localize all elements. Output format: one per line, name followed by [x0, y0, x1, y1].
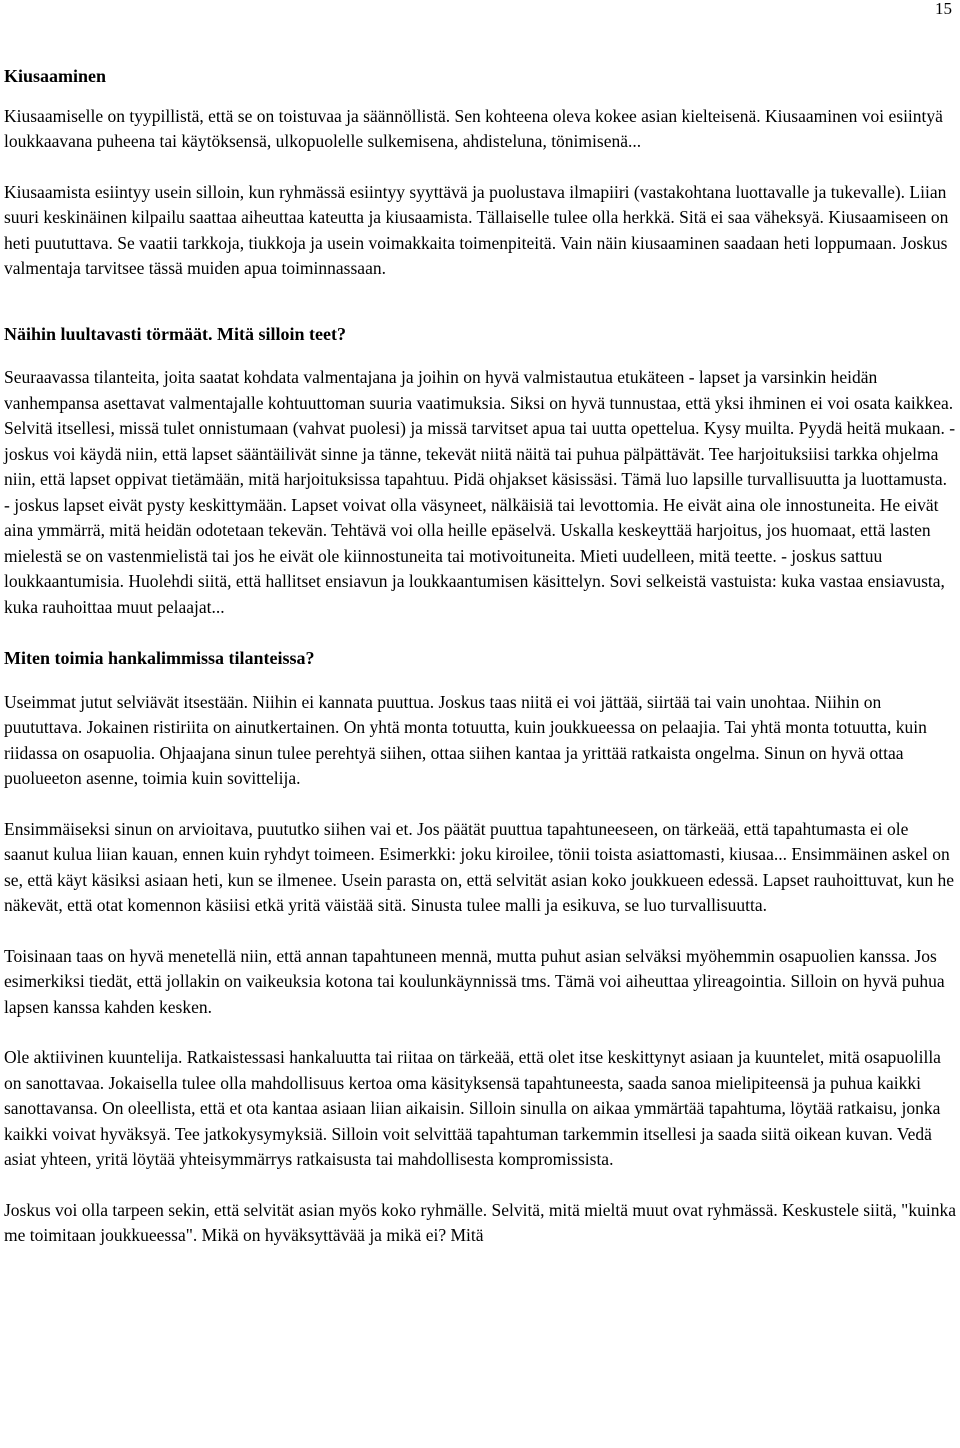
paragraph-hankalimmissa-5: Joskus voi olla tarpeen sekin, että selvität asian myös koko ryhmälle. Selvitä, mitä mieltä muut ovat ryhmässä. Keskustele siitä, "kuinka me toimitaan joukkueessa". Mikä on hyväksyttävää ja mikä ei? Mitä	[4, 1199, 956, 1245]
heading-hankalimmissa: Miten toimia hankalimmissa tilanteissa?	[4, 648, 315, 668]
paragraph-tormaat-1: Seuraavassa tilanteita, joita saatat kohdata valmentajana ja joihin on hyvä valmistautua etukäteen - lapset ja varsinkin heidän vanhempansa asettavat valmentajalle kohtuuttoman suuria vaatimuksia. Siksi on hyvä tunnustaa, että yksi ihminen ei voi osata kaikkea. Selvitä itsellesi, missä tulet onnistumaan (vahvat puolesi) ja missä tarvitset apua tai uutta opettelua. Kysy muilta. Pyydä heitä mukaan. - joskus voi käydä niin, että lapset sääntäilivät sinne ja tänne, tekevät niitä näitä tai puhua pälpättävät. Tee harjoituksiisi tarkka ohjelma niin, että lapset oppivat tietämään, mitä harjoituksissa tapahtuu. Pidä ohjakset käsissäsi. Tämä luo lapsille turvallisuutta ja luottamusta. - joskus lapset eivät pysty keskittymään. Lapset voivat olla väsyneet, nälkäisiä tai levottomia. He eivät aina ole innostuneita. He eivät aina ymmärrä, mitä heidän odotetaan tekevän. Tehtävä voi olla heille epäselvä. Uskalla keskeyttää harjoitus, jos huomaat, että lasten mielestä se on vastenmielistä tai jos he eivät ole kiinnostuneita tai motivoituneita. Mieti uudelleen, mitä teette. - joskus sattuu loukkaantumisia. Huolehdi siitä, että hallitset ensiavun ja loukkaantumisen käsittelyn. Sovi selkeistä vastuista: kuka vastaa ensiavusta, kuka rauhoittaa muut pelaajat...	[4, 367, 956, 617]
heading-tormaat: Näihin luultavasti törmäät. Mitä silloin teet?	[4, 323, 346, 344]
paragraph-hankalimmissa-2: Ensimmäiseksi sinun on arvioitava, puututko siihen vai et. Jos päätät puuttua tapahtuneeseen, on tärkeää, että tapahtumasta ei ole saanut kulua liian kauan, ennen kuin ryhdyt toimeen. Esimerkki: joku kiroilee, tönii toista asiattomasti, kiusaa... Ensimmäinen askel on se, että käyt käsiksi asiaan heti, kun se ilmenee. Usein parasta on, että selvität asian koko joukkueen edessä. Lapset rauhoittuvat, kun he näkevät, että otat komennon käsiisi etkä yritä väistää sitä. Sinusta tulee malli ja esikuva, se luo turvallisuutta.	[4, 818, 955, 915]
page-number: 15	[935, 0, 952, 18]
paragraph-hankalimmissa-3: Toisinaan taas on hyvä menetellä niin, että annan tapahtuneen mennä, mutta puhut asian selväksi myöhemmin osapuolien kanssa. Jos esimerkiksi tiedät, että jollakin on vaikeuksia kotona tai koulunkäynnissä tms. Tämä voi aiheuttaa ylireagointia. Silloin on hyvä puhua lapsen kanssa kahden kesken.	[4, 945, 945, 1017]
paragraph-kiusaaminen-1: Kiusaamiselle on tyypillistä, että se on toistuvaa ja säännöllistä. Sen kohteena oleva kokee asian kielteisenä. Kiusaaminen voi esiintyä loukkaavana puheena tai käytöksensä, ulkopuolelle sulkemisena, ahdisteluna, tönimisenä...	[4, 105, 943, 151]
document-body	[4, 64, 956, 1249]
heading-kiusaaminen: Kiusaaminen	[4, 66, 107, 86]
paragraph-hankalimmissa-1: Useimmat jutut selviävät itsestään. Niihin ei kannata puuttua. Joskus taas niitä ei voi jättää, siirtää tai vain unohtaa. Niihin on puututtava. Jokainen ristiriita on ainutkertainen. On yhtä monta totuutta, kuin joukkueessa on pelaajia. Tai yhtä monta totuutta, kuin riidassa on osapuolia. Ohjaajana sinun tulee perehtyä siihen, ottaa siihen kantaa ja yrittää ratkaista ongelma. Sinun on hyvä ottaa puolueeton asenne, toimia kuin sovittelija.	[4, 691, 927, 788]
paragraph-kiusaaminen-2: Kiusaamista esiintyy usein silloin, kun ryhmässä esiintyy syyttävä ja puolustava ilmapiiri (vastakohtana luottavalle ja tukevalle). Liian suuri keskinäinen kilpailu saattaa aiheuttaa kateutta ja kiusaamista. Tällaiselle tulee olla herkkä. Sitä ei saa väheksyä. Kiusaamiseen on heti puututtava. Se vaatii tarkkoja, tiukkoja ja usein voimakkaita toimenpiteitä. Vain näin kiusaaminen saadaan heti loppumaan. Joskus valmentaja tarvitsee tässä muiden apua toiminnassaan.	[4, 181, 949, 278]
paragraph-hankalimmissa-4: Ole aktiivinen kuuntelija. Ratkaistessasi hankaluutta tai riitaa on tärkeää, että olet itse keskittynyt asiaan ja kuuntelet, mitä osapuolilla on sanottavaa. Jokaisella tulee olla mahdollisuus kertoa oma käsityksensä tapahtuneesta, saada sanoa mielipiteensä ja puhua kaikki sanottavansa. On oleellista, että et ota kantaa asiaan liian aikaisin. Silloin sinulla on aikaa ymmärtää tapahtuma, löytää ratkaisu, jonka kaikki voivat hyväksyä. Tee jatkokysymyksiä. Silloin voit selvittää tapahtuman tarkemmin itsellesi ja saada siitä oikean kuvan. Vedä asiat yhteen, yritä löytää yhteisymmärrys ratkaisusta tai mahdollisesta kompromissista.	[4, 1047, 941, 1169]
